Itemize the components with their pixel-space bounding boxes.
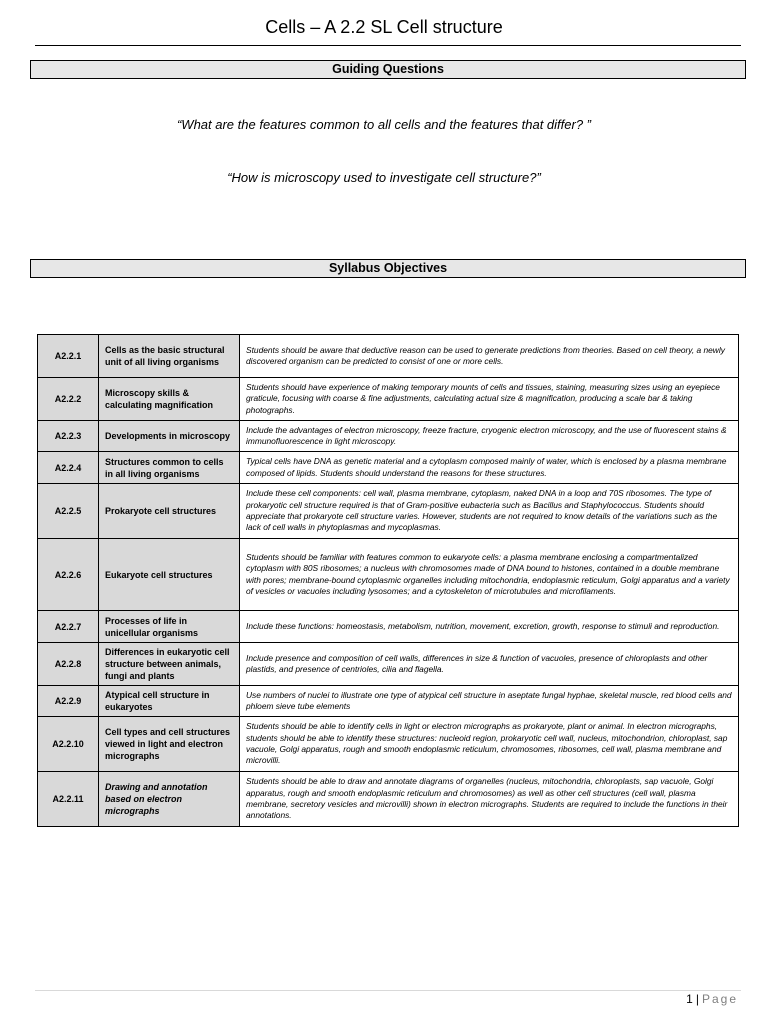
objective-description: Include presence and composition of cell walls, differences in size & function of vacuoles, presence of chloroplasts and other plastids, and presence of centrioles, cilia and flagella. [240,643,739,686]
table-row [38,539,739,611]
table-row [38,335,739,378]
objective-topic: Differences in eukaryotic cell structure between animals, fungi and plants [99,643,240,686]
guiding-questions-heading: Guiding Questions [30,60,746,79]
guiding-question-1: “What are the features common to all cells and the features that differ? ” [176,117,592,132]
table-row [38,772,739,827]
objective-topic: Eukaryote cell structures [99,539,240,611]
objective-code: A2.2.7 [38,611,99,643]
objective-description: Include the advantages of electron microscopy, freeze fracture, cryogenic electron microscopy, and the use of fluorescent stains & immunofluorescence in light microscopy. [240,421,739,452]
page-footer [686,992,738,1006]
footer-separator: | [695,992,699,1006]
objective-description: Students should have experience of making temporary mounts of cells and tissues, staining, measuring sizes using an eyepiece graticule, focusing with coarse & fine adjustments, calculating actual size & magnification, producing a scale bar & taking photographs. [240,378,739,421]
table-row [38,421,739,452]
page-label: Page [701,992,738,1006]
objective-description: Students should be familiar with features common to eukaryote cells: a plasma membrane enclosing a compartmentalized cytoplasm with 80S ribosomes; a nucleus with chromosomes made of DNA bound to histones, contained in a double membrane with pores; membrane-bound cytoplasmic organelles including mitochondria, endoplasmic reticulum, Golgi apparatus and a variety of vesicles or vacuoles including lysosomes; and a cytoskeleton of microtubules and microfilaments. [240,539,739,611]
objective-code: A2.2.9 [38,686,99,717]
table-row [38,452,739,484]
table-row [38,611,739,643]
objective-code: A2.2.5 [38,484,99,539]
objective-code: A2.2.2 [38,378,99,421]
objective-code: A2.2.11 [38,772,99,827]
objective-topic: Cell types and cell structures viewed in light and electron micrographs [99,717,240,772]
objective-topic: Cells as the basic structural unit of all living organisms [99,335,240,378]
objective-code: A2.2.6 [38,539,99,611]
objective-description: Students should be able to draw and annotate diagrams of organelles (nucleus, mitochondria, chloroplasts, sap vacuole, Golgi apparatus, rough and smooth endoplasmic reticulum and chromosomes) as well as other cell structures (cell wall, plasma membrane, secretory vesicles and microvilli) shown in electron micrographs. Students are required to include the functions in their annotations. [240,772,739,827]
table-row [38,378,739,421]
table-row [38,686,739,717]
objective-topic: Atypical cell structure in eukaryotes [99,686,240,717]
objective-code: A2.2.1 [38,335,99,378]
objective-topic: Developments in microscopy [99,421,240,452]
objective-topic: Structures common to cells in all living organisms [99,452,240,484]
objective-topic: Microscopy skills & calculating magnification [99,378,240,421]
page-title: Cells – A 2.2 SL Cell structure [265,17,503,37]
syllabus-objectives-heading: Syllabus Objectives [30,259,746,278]
objective-description: Include these functions: homeostasis, metabolism, nutrition, movement, excretion, growth, response to stimuli and reproduction. [240,611,739,643]
objective-code: A2.2.4 [38,452,99,484]
syllabus-table [37,334,739,827]
page-number: 1 [686,992,693,1006]
guiding-question-2: “How is microscopy used to investigate cell structure?” [227,170,541,185]
objective-description: Students should be able to identify cells in light or electron micrographs as prokaryote, plant or animal. In electron micrographs, students should be able to identify these structures: nucleoid region, prokaryotic cell wall, nucleus, mitochondrion, chloroplast, sap vacuole, Golgi apparatus, rough and smooth endoplasmic reticulum, chromosomes, ribosomes, cell wall, plasma membrane and microvilli. [240,717,739,772]
objective-topic: Processes of life in unicellular organisms [99,611,240,643]
table-row [38,484,739,539]
footer-divider [35,990,741,991]
table-row [38,717,739,772]
objective-description: Students should be aware that deductive reason can be used to generate predictions from theories. Based on cell theory, a newly discovered organism can be predicted to consist of one or more cells. [240,335,739,378]
objective-description: Include these cell components: cell wall, plasma membrane, cytoplasm, naked DNA in a loop and 70S ribosomes. The type of prokaryotic cell structure required is that of Gram-positive eubacteria such as Bacillus and Staphylococcus. Students should appreciate that prokaryote cell structure varies. However, students are not required to know details of the variations such as the lack of cell walls in phytoplasmas and mycoplasmas. [240,484,739,539]
objective-topic: Drawing and annotation based on electron micrographs [99,772,240,827]
title-divider [35,45,741,46]
table-row [38,643,739,686]
objective-description: Typical cells have DNA as genetic material and a cytoplasm composed mainly of water, which is enclosed by a plasma membrane composed of lipids. Students should understand the reasons for these structures. [240,452,739,484]
objective-code: A2.2.3 [38,421,99,452]
objective-topic: Prokaryote cell structures [99,484,240,539]
objective-code: A2.2.8 [38,643,99,686]
objective-code: A2.2.10 [38,717,99,772]
objective-description: Use numbers of nuclei to illustrate one type of atypical cell structure in aseptate fungal hyphae, skeletal muscle, red blood cells and phloem sieve tube elements [240,686,739,717]
